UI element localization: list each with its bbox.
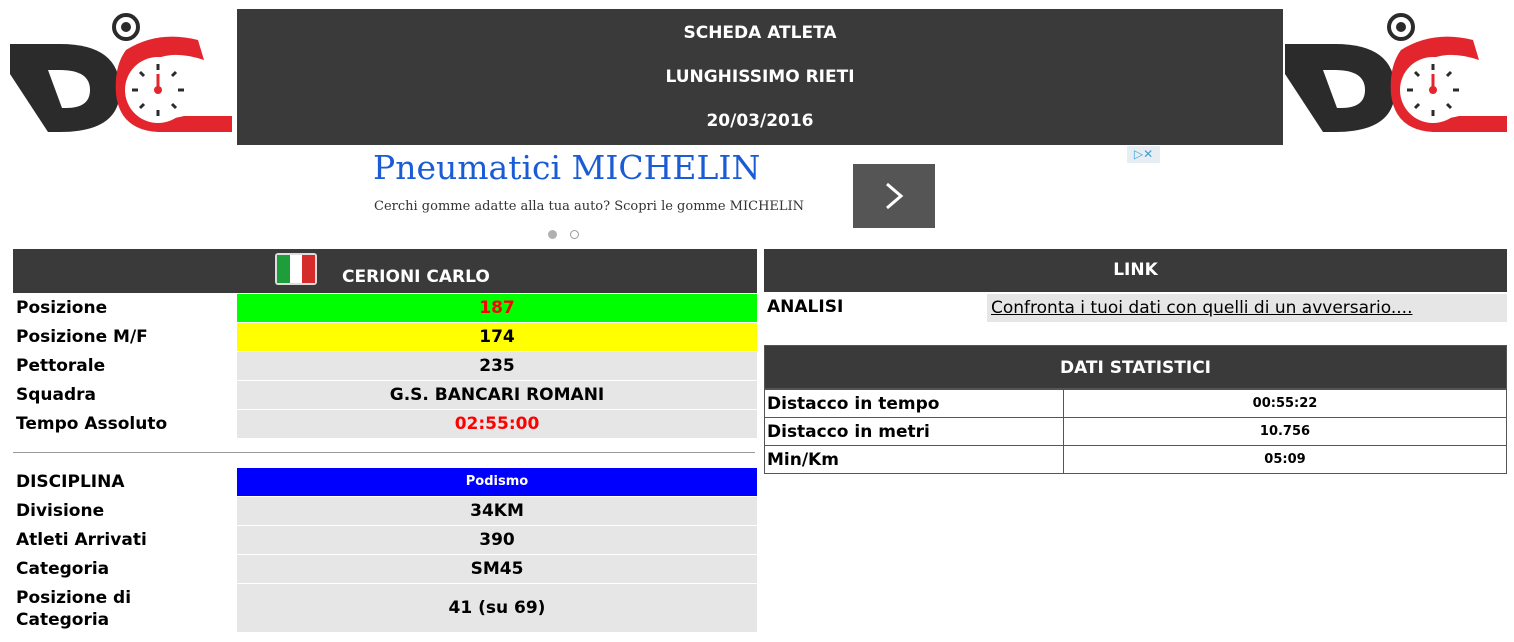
chevron-right-icon xyxy=(883,182,905,210)
row-label: Posizione M/F xyxy=(16,327,148,347)
row-posizione xyxy=(13,294,757,322)
bib-value: 235 xyxy=(237,352,757,380)
team-value: G.S. BANCARI ROMANI xyxy=(237,381,757,409)
table-row xyxy=(765,446,1507,474)
ad-carousel-dot-active[interactable] xyxy=(548,230,557,239)
row-label: Posizione xyxy=(16,298,108,318)
row-label: Pettorale xyxy=(16,356,106,376)
position-value: 187 xyxy=(237,294,757,322)
analisi-label: ANALISI xyxy=(767,297,844,317)
stat-label: Min/Km xyxy=(765,446,1064,474)
division-value: 34KM xyxy=(237,497,757,525)
finishers-value: 390 xyxy=(237,526,757,554)
time-value: 02:55:00 xyxy=(237,410,757,438)
dc-stopwatch-logo-icon xyxy=(1283,12,1507,137)
stat-label: Distacco in tempo xyxy=(765,390,1064,418)
ad-title[interactable]: Pneumatici MICHELIN xyxy=(373,148,761,187)
event-date: 20/03/2016 xyxy=(706,111,814,131)
compare-opponent-link[interactable]: Confronta i tuoi dati con quelli di un avversario.... xyxy=(991,298,1413,318)
dc-stopwatch-logo-icon xyxy=(8,12,232,137)
stat-value: 10.756 xyxy=(1064,418,1507,446)
row-categoria xyxy=(13,555,757,583)
row-label: Atleti Arrivati xyxy=(16,530,147,550)
row-pettorale xyxy=(13,352,757,380)
ad-description[interactable]: Cerchi gomme adatte alla tua auto? Scopri le gomme MICHELIN xyxy=(374,199,805,214)
row-label: Posizione di Categoria xyxy=(16,588,132,630)
row-disciplina xyxy=(13,468,757,496)
row-label: Categoria xyxy=(16,559,110,579)
dc-logo-left[interactable] xyxy=(8,12,232,137)
ad-close-button[interactable]: ▷✕ xyxy=(1127,146,1160,163)
row-divisione xyxy=(13,497,757,525)
stat-value: 00:55:22 xyxy=(1064,390,1507,418)
row-label: Divisione xyxy=(16,501,105,521)
compare-link-cell xyxy=(987,294,1507,322)
athlete-header xyxy=(13,249,757,293)
row-posizione-mf xyxy=(13,323,757,351)
table-row xyxy=(765,418,1507,446)
link-header: LINK xyxy=(764,249,1507,292)
row-atleti-arrivati xyxy=(13,526,757,554)
stat-value: 05:09 xyxy=(1064,446,1507,474)
row-label: Tempo Assoluto xyxy=(16,414,168,434)
row-posizione-categoria xyxy=(13,584,757,632)
category-position-value: 41 (su 69) xyxy=(237,584,757,632)
table-row xyxy=(765,390,1507,418)
advertisement[interactable] xyxy=(360,146,1160,244)
stats-table xyxy=(764,389,1507,474)
divider xyxy=(13,452,755,453)
ad-carousel-dot[interactable] xyxy=(570,230,579,239)
row-tempo-assoluto xyxy=(13,410,757,438)
row-label: Squadra xyxy=(16,385,97,405)
stat-label: Distacco in metri xyxy=(765,418,1064,446)
stats-header: DATI STATISTICI xyxy=(764,345,1507,389)
athlete-name: CERIONI CARLO xyxy=(342,267,490,287)
event-name: LUNGHISSIMO RIETI xyxy=(665,67,855,87)
category-value: SM45 xyxy=(237,555,757,583)
page-title: SCHEDA ATLETA xyxy=(683,23,837,43)
row-squadra xyxy=(13,381,757,409)
page-header xyxy=(237,9,1283,145)
discipline-value: Podismo xyxy=(237,468,757,496)
position-mf-value: 174 xyxy=(237,323,757,351)
ad-arrow-button[interactable] xyxy=(853,164,935,228)
dc-logo-right[interactable] xyxy=(1283,12,1507,137)
row-label: DISCIPLINA xyxy=(16,472,125,492)
italy-flag-icon xyxy=(275,253,317,285)
